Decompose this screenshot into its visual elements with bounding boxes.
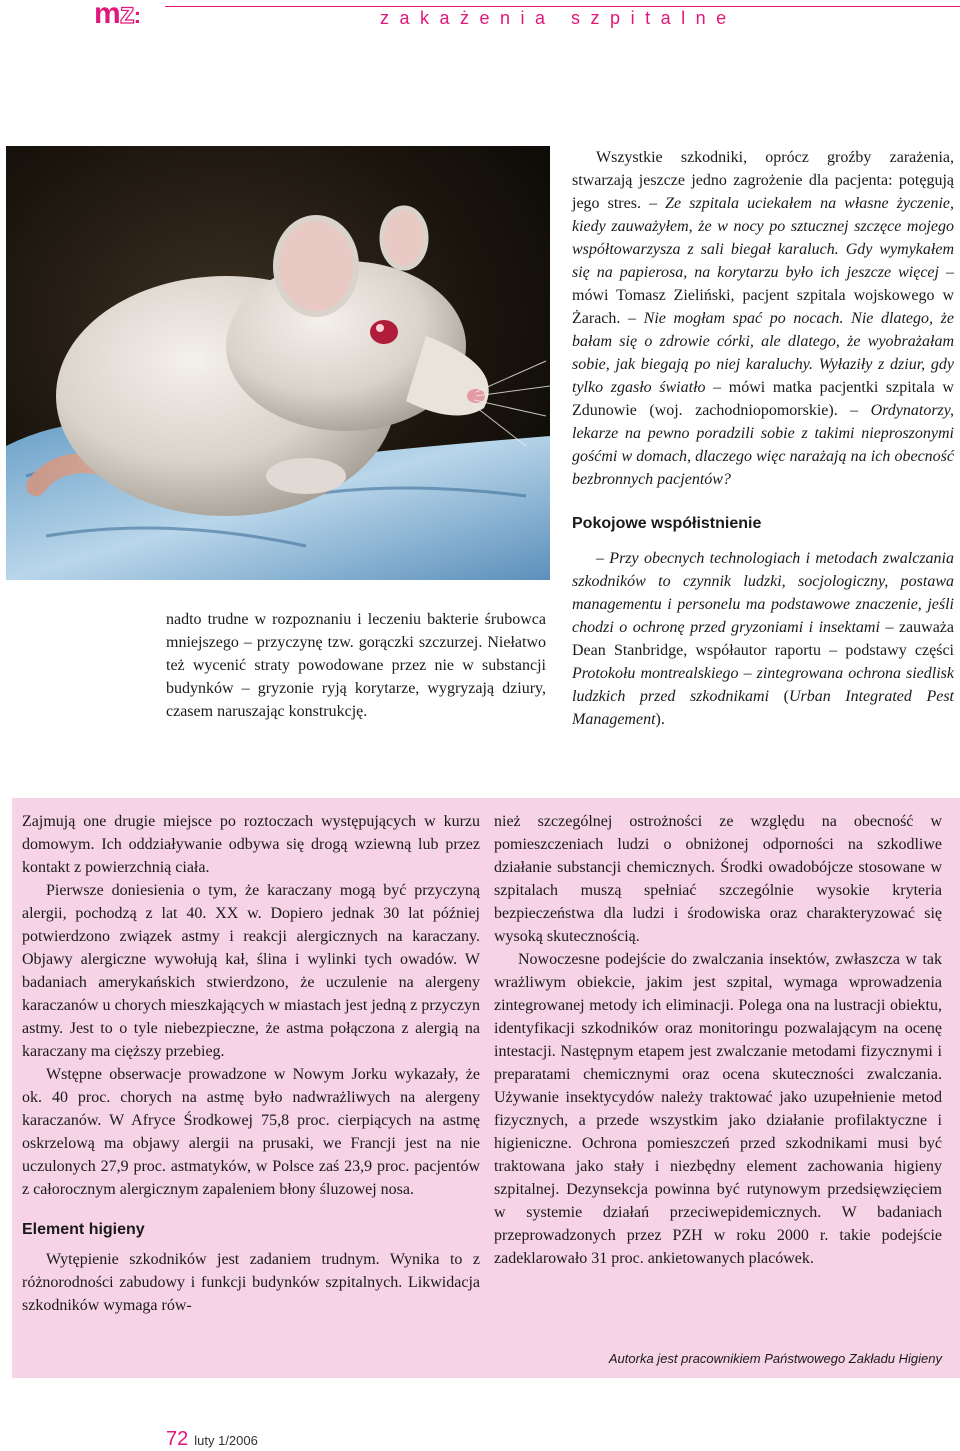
subhead-element-higieny: Element higieny: [22, 1221, 145, 1238]
p2-italic-title: Protokołu montrealskiego – zintegrowana ochrona siedlisk ludzkich przed szkodnikami: [572, 665, 954, 705]
box-right-paragraph-2: Nowoczesne podejście do zwalczania insektów, zwłaszcza w tak wrażliwym obiekcie, jakim jest szpital, wymaga wprowadzenia zintegrowanej metody ich eliminacji. Polega ona na lustracji obiektu, identyfikacji szkodników oraz monitoringu pozwalającym na ocenę intestacji. Następnym etapem jest zwalczanie metodami fizycznymi i preparatami chemicznymi oraz ocena skuteczności zwalczania. Używanie insektycydów należy traktować jako uzupełnienie metod fizycznych, a przede wszystkim jako działanie profilaktyczne i higieniczne. Ochrona pomieszczeń przed szkodnikami musi być traktowana jako stały i niezbędny element zachowania higieny szpitalnej. Dezynsekcja powinna być rutynowym przedsięwzięciem w systemie działań przeciwepidemicznych. W badaniach przeprowadzonych przez PZH w roku 2000 r. takie podejście zadeklarowało 31 proc. ankietowanych placówek.: [494, 951, 942, 1267]
right-column-paragraph-1: [572, 146, 954, 491]
issue-label: luty 1/2006: [194, 1433, 258, 1448]
left-column-paragraph: nadto trudne w rozpoznaniu i leczeniu bakterie śrubowca mniejszego – przyczynę tzw. gorączki szczurzej. Niełatwo też wycenić straty powodowane przez nie w substancji budynków – gryzonie ryją korytarze, wygryzają dziury, czasem naruszając konstrukcję.: [166, 611, 546, 720]
p1-quote-3: – Ordynatorzy, lekarze na pewno poradzili sobie z takimi nieproszonymi gośćmi w domach, dlaczego więc narażają na ich obecność bezbronnych pacjentów?: [572, 402, 955, 488]
logo-letter-m: m: [94, 0, 120, 30]
page-number: 72: [166, 1428, 189, 1450]
box-left-paragraph-2: Pierwsze doniesienia o tym, że karaczany mogą być przyczyną alergii, pochodzą z lat 40. XX w. Dopiero jednak 30 lat później potwierdzono związek astmy i reakcji alergicznych na karaczany. Objawy alergiczne wywołują kał, ślina i wylinki tych owadów. W badaniach amerykańskich stwierdzono, że uczulenie na alergeny karaczanów u chorych mieszkających w miastach jest jedną z przyczyn astmy. Jest to o tyle niebezpieczne, że astma połączona z alergią na karaczany ma cięższy przebieg.: [22, 882, 480, 1060]
magazine-logo: [94, 0, 140, 34]
p1-text-1: Wszystkie szkodniki, oprócz groźby zarażenia, stwarzają jeszcze jedno zagrożenie dla pacjenta: potęgują jego stres.: [572, 149, 954, 212]
box-right-paragraph-1: nież szczególnej ostrożności ze względu na obecność w pomieszczeniach ludzi o obniżonej odporności na szkodliwe działanie substancji chemicznych. Środki owadobójcze stosowane w szpitalach muszą spełniać szczególnie wysokie kryteria bezpieczeństwa dla ludzi i środowiska oraz charakteryzować się wysoką skutecznością.: [494, 813, 942, 945]
rat-paw: [266, 458, 346, 494]
box-left-paragraph-4: Wytępienie szkodników jest zadaniem trudnym. Wynika to z różnorodności zabudowy i funkcji budynków szpitalnych. Likwidacja szkodników wymaga rów-: [22, 1251, 480, 1314]
p1-text-2: – mówi Tomasz Zieliński, pacjent szpitala wojskowego w Żarach.: [572, 264, 954, 327]
rat-illustration: [6, 146, 550, 580]
p2-paren-open: (: [769, 688, 789, 705]
right-column-paragraph-2: [572, 547, 954, 731]
p2-paren-close: ).: [655, 711, 665, 728]
p2-italic-english: Urban Integrated Pest Management: [572, 688, 954, 728]
p1-quote-1: – Ze szpitala uciekałem na własne życzenie, kiedy zauważyłem, że w nocy po sztucznej szczęce mojego współtowarzysza z sali biegał karaluch. Gdy wymykałem się na papierosa, na korytarzu było ich jeszcze więcej: [572, 195, 955, 281]
rat-ear-left: [276, 218, 356, 314]
logo-colon: :: [133, 3, 141, 28]
p1-quote-2: – Nie mogłam spać po nocach. Nie dlatego, że bałam się o zdrowie córki, ale dlatego, że wyobrażałam sobie, jak biegają po niej karaluchy. Wyłaziły z dziur, gdy tylko zgasło światło: [572, 310, 955, 396]
box-left-paragraph-1: Zajmują one drugie miejsce po roztoczach występujących w kurzu domowym. Ich oddziaływanie odbywa się drogą wziewną lub przez kontakt z powierzchnią ciała.: [22, 813, 480, 876]
p2-quote-1: – Przy obecnych technologiach i metodach zwalczania szkodników to czynnik ludzki, socjologiczny, postawa managementu i personelu ma podstawowe znaczenie, jeśli chodzi o ochronę przed gryzoniami i insektami: [572, 550, 954, 636]
logo-letter-z: z: [119, 0, 134, 30]
rat-eye: [370, 320, 398, 344]
box-left-paragraph-3: Wstępne obserwacje prowadzone w Nowym Jorku wykazały, że ok. 40 proc. chorych na astmę było nadwrażliwych na alergeny karaczanów. W Afryce Środkowej 75,8 proc. cierpiących na astmę oskrzelową ma objawy alergii na prusaki, we Francji jest na nie uczulonych 27,9 proc. astmatyków, w Polsce zaś 23,9 proc. pacjentów z całorocznym alergicznym zapaleniem błony śluzowej nosa.: [22, 1066, 480, 1198]
author-note: Autorka jest pracownikiem Państwowego Zakładu Higieny: [608, 1351, 942, 1366]
page-footer: [166, 1428, 258, 1451]
p2-text-1: – zauważa Dean Stanbridge, współautor raportu – podstawy części: [572, 619, 954, 659]
box-right-column: [494, 810, 942, 1270]
subhead-pokojowe: Pokojowe współistnienie: [572, 515, 762, 532]
rat-photo: [6, 146, 550, 580]
box-left-column: [22, 810, 480, 1317]
rat-eye-glint: [376, 324, 384, 332]
sidebar-box: [12, 798, 960, 1378]
p1-text-3: – mówi matka pacjentki szpitala w Zdunowie (woj. zachodniopomorskie).: [572, 379, 954, 419]
header-rule: [165, 6, 960, 7]
rat-ear-right: [382, 208, 426, 268]
section-title: zakażenia szpitalne: [380, 8, 737, 28]
